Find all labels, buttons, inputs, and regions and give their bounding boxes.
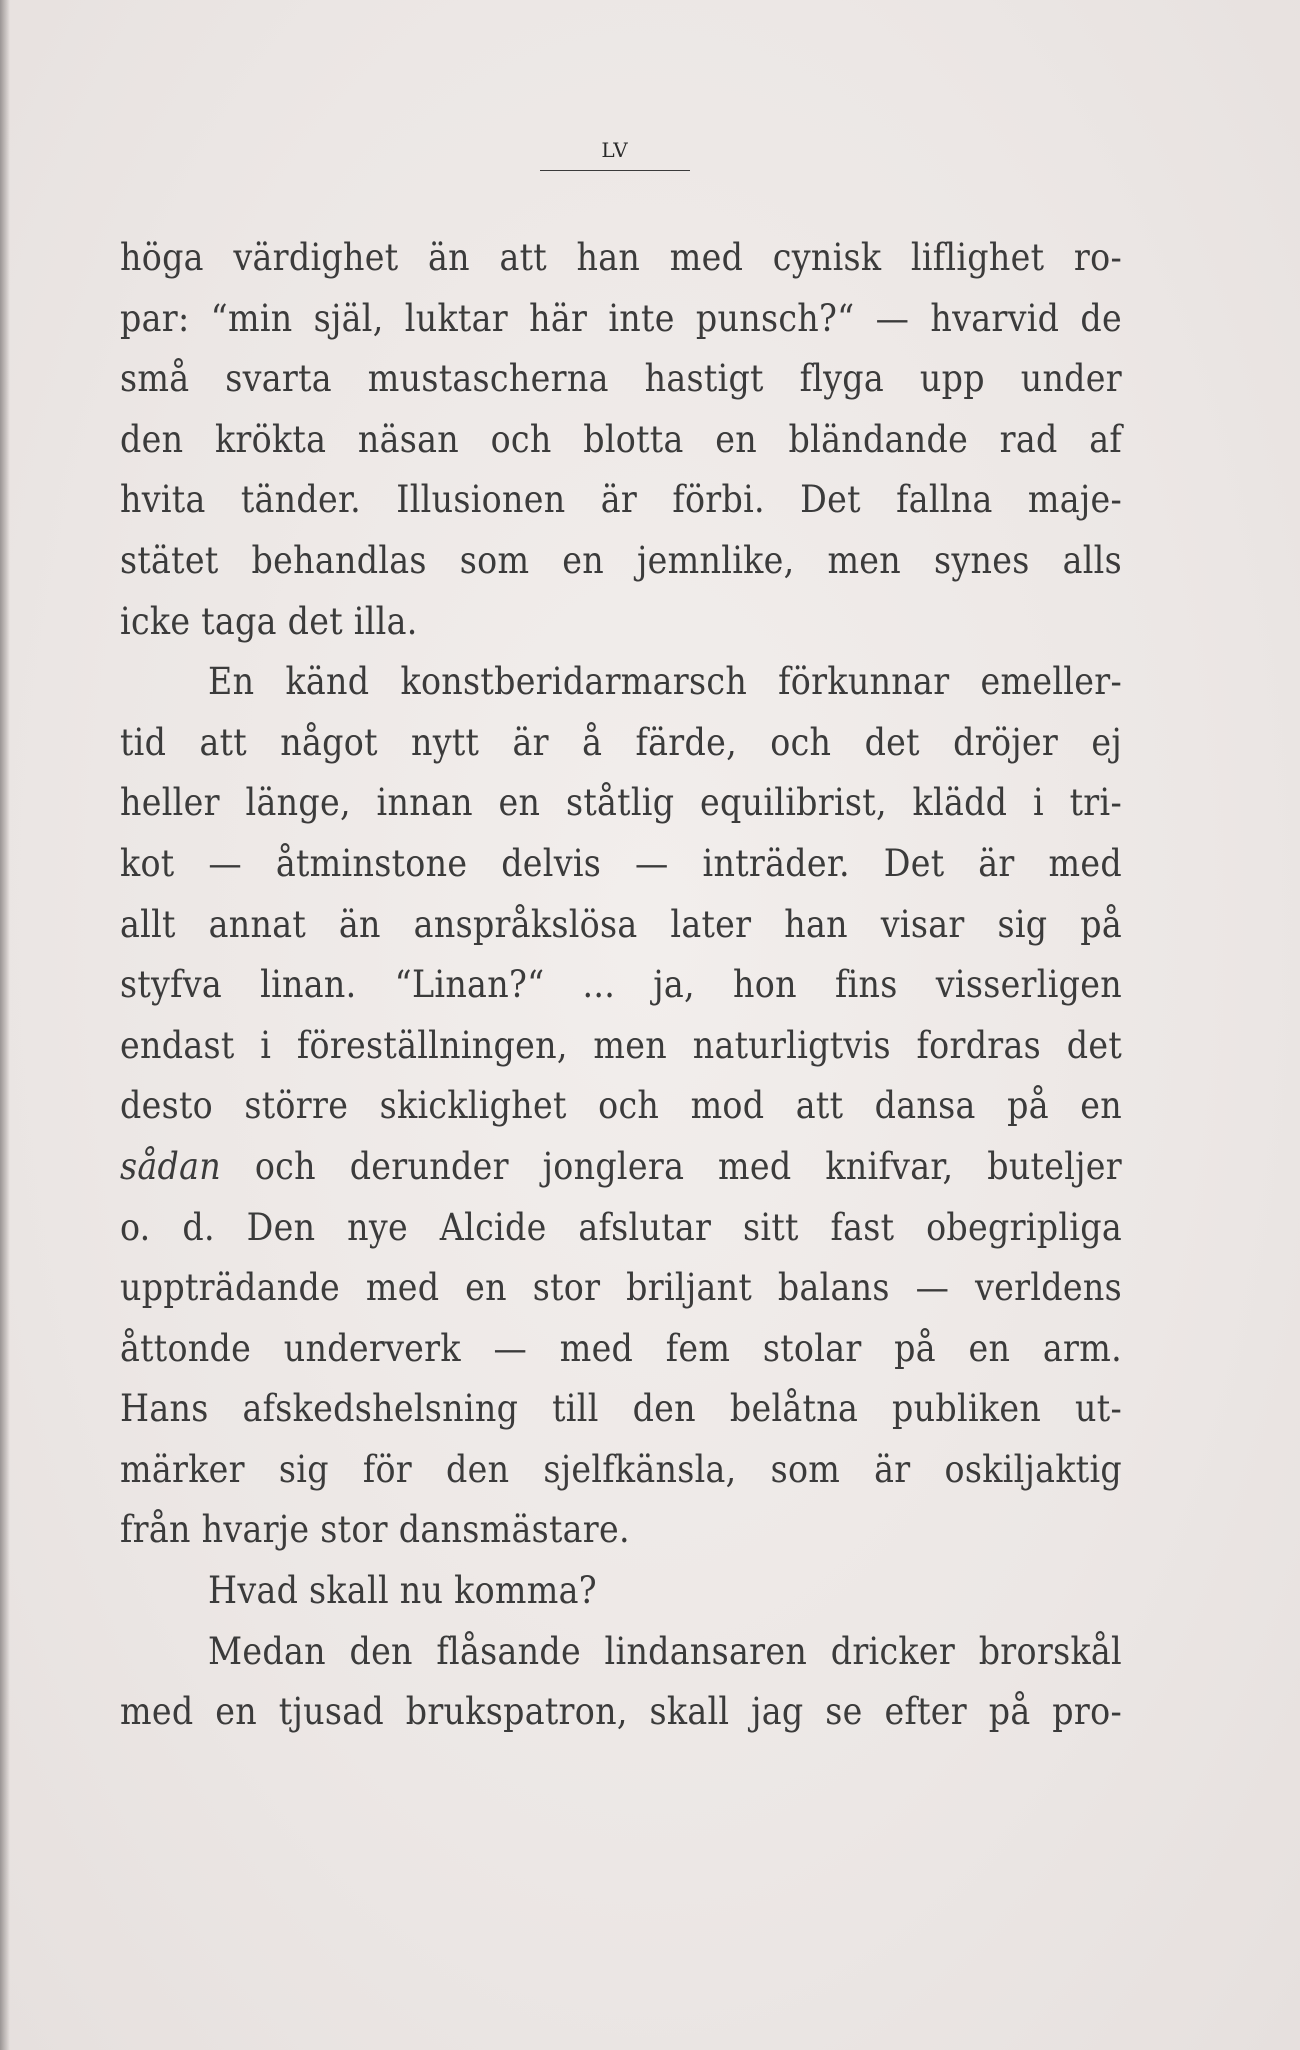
text-line: Hvad skall nu komma?: [208, 1569, 597, 1613]
line-rest: och derunder jonglera med knifvar, buteljer: [221, 1144, 1122, 1188]
text-line: hvita tänder. Illusionen är förbi. Det fallna maje-: [120, 478, 1122, 522]
text-line: små svarta mustascherna hastigt flyga upp under: [120, 357, 1122, 401]
text-line: den krökta näsan och blotta en bländande rad af: [120, 417, 1122, 461]
text-line: höga värdighet än att han med cynisk liflighet ro-: [120, 236, 1122, 279]
header-rule: [540, 170, 690, 171]
text-line: [120, 1137, 1122, 1198]
text-line: stätet behandlas som en jemnlike, men synes alls: [120, 538, 1122, 582]
page-edge-shadow: [0, 0, 10, 2050]
page-number: LV: [601, 138, 629, 162]
text-line: heller länge, innan en ståtlig equilibrist, klädd i tri-: [120, 781, 1122, 825]
text-line: kot — åtminstone delvis — inträder. Det är med: [120, 841, 1122, 885]
text-line: åttonde underverk — med fem stolar på en arm.: [120, 1326, 1122, 1370]
page-header: [540, 138, 690, 171]
text-line: icke taga det illa.: [120, 599, 418, 643]
text-line: Hans afskedshelsning till den belåtna publiken ut-: [120, 1387, 1122, 1431]
text-line: par: “min själ, luktar här inte punsch?“ — hvarvid de: [120, 296, 1122, 340]
text-line: endast i föreställningen, men naturligtvis fordras det: [120, 1023, 1122, 1067]
text-line: tid att något nytt är å färde, och det dröjer ej: [120, 720, 1122, 764]
text-line: allt annat än anspråkslösa later han visar sig på: [120, 902, 1122, 946]
text-line: uppträdande med en stor briljant balans — verldens: [120, 1266, 1122, 1310]
text-line: o. d. Den nye Alcide afslutar sitt fast obegripliga: [120, 1205, 1122, 1249]
text-line: Medan den flåsande lindansaren dricker brorskål: [208, 1629, 1122, 1673]
text-line: En känd konstberidarmarsch förkunnar emeller-: [208, 660, 1122, 704]
text-line: desto större skicklighet och mod att dansa på en: [120, 1084, 1122, 1128]
text-line: märker sig för den sjelfkänsla, som är oskiljaktig: [120, 1447, 1122, 1491]
text-line: med en tjusad brukspatron, skall jag se efter på pro-: [120, 1690, 1122, 1734]
text-line: styfva linan. “Linan?“ ... ja, hon fins visserligen: [120, 963, 1122, 1007]
italic-word: sådan: [120, 1144, 221, 1188]
text-line: från hvarje stor dansmästare.: [120, 1508, 630, 1552]
body-text: [120, 228, 1122, 1743]
